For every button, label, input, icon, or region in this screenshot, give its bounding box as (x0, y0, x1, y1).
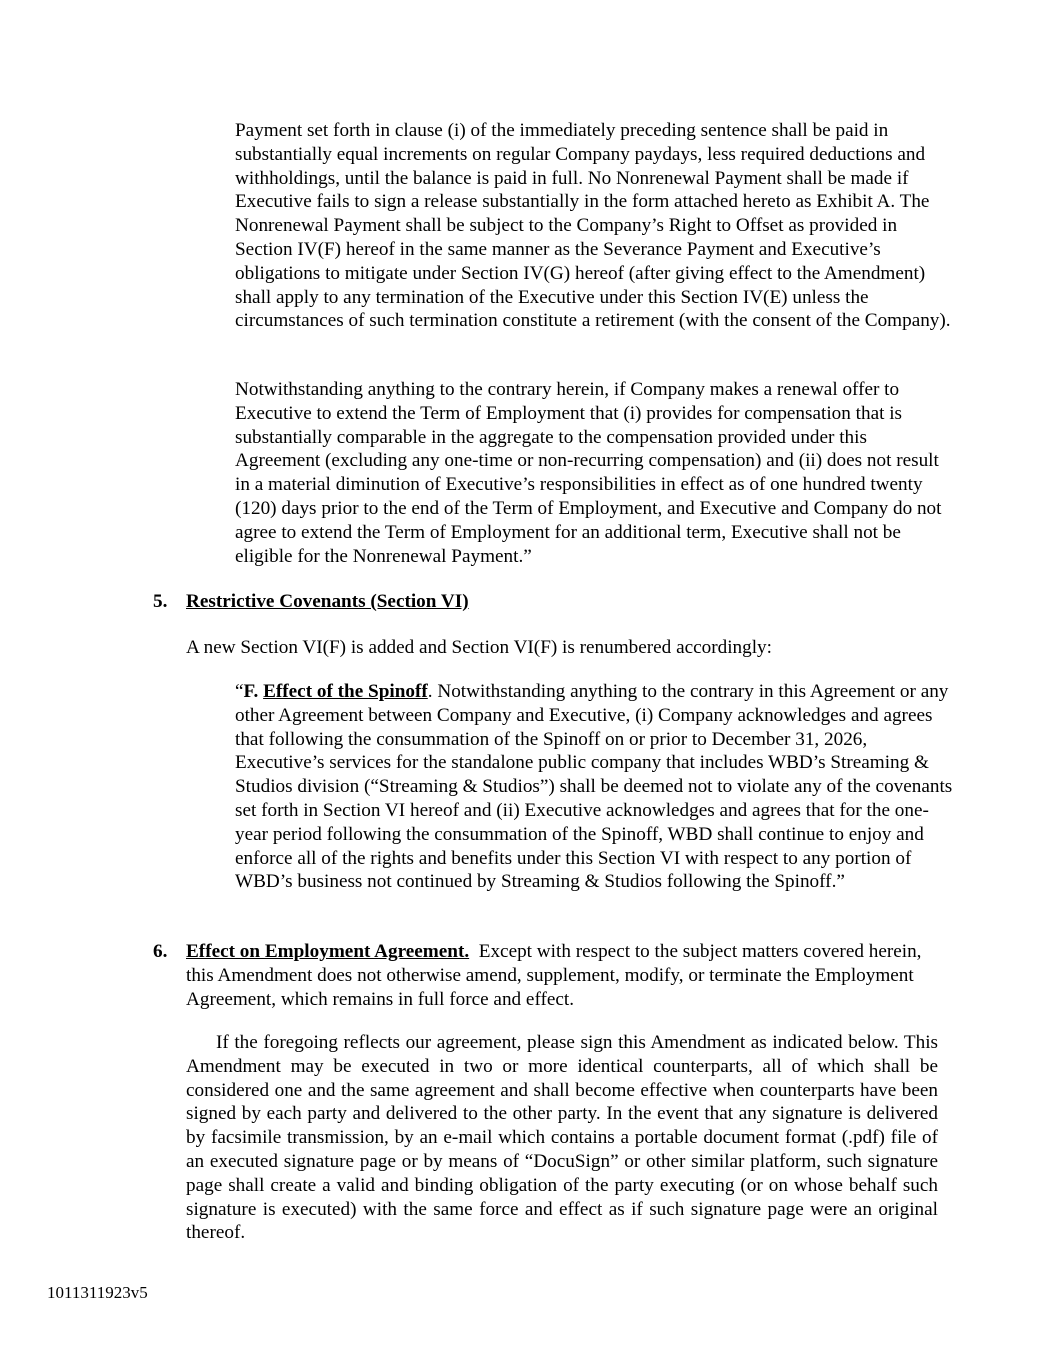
clause-f-text: . Notwithstanding anything to the contrary in this Agreement or any other Agreement between Company and Executive, (i) Company acknowledges and agrees that following the consummation of the Spinoff on or prior to December 31, 2026, Executive’s services for the standalone public company that includes WBD’s Streaming & Studios division (“Streaming & Studios”) shall be deemed not to violate any of the covenants set forth in Section VI hereof and (ii) Executive acknowledges and agrees that for the one-year period following the consummation of the Spinoff, WBD shall continue to enjoy and enforce all of the rights and benefits under this Section VI with respect to any portion of WBD’s business not continued by Streaming & Studios following the Spinoff.” (235, 681, 953, 893)
document-footer-id: 1011311923v5 (47, 1283, 148, 1302)
section-5-heading (153, 590, 953, 614)
paragraph-nonrenewal-payment: Payment set forth in clause (i) of the immediately preceding sentence shall be paid in substantially equal increments on regular Company paydays, less required deductions and withholdings, until the balance is paid in full. No Nonrenewal Payment shall be made if Executive fails to sign a release substantially in the form attached hereto as Exhibit A. The Nonrenewal Payment shall be subject to the Company’s Right to Offset as provided in Section IV(F) hereof in the same manner as the Severance Payment and Executive’s obligations to mitigate under Section IV(G) hereof (after giving effect to the Amendment) shall apply to any termination of the Executive under this Section IV(E) unless the circumstances of such termination constitute a retirement (with the consent of the Company). (235, 120, 951, 332)
section-6-text: Except with respect to the subject matters covered herein, this Amendment does not otherwise amend, supplement, modify, or terminate the Employment Agreement, which remains in full force and effect. (186, 941, 927, 1010)
section-6-number: 6. (153, 941, 168, 962)
quote-open: “ (235, 681, 244, 702)
section-5-number: 5. (153, 591, 168, 612)
section-5-title: Restrictive Covenants (Section VI) (186, 591, 469, 612)
paragraph-renewal-offer: Notwithstanding anything to the contrary herein, if Company makes a renewal offer to Executive to extend the Term of Employment that (i) provides for compensation that is substantially comparable in the aggregate to the compensation provided under this Agreement (excluding any one-time or non-recurring compensation) and (ii) does not result in a material diminution of Executive’s responsibilities in effect as of one hundred twenty (120) days prior to the end of the Term of Employment, and Executive and Company do not agree to extend the Term of Employment for an additional term, Executive shall not be eligible for the Nonrenewal Payment.” (235, 379, 942, 567)
section-5-clause-f (235, 680, 955, 894)
clause-f-label: F. (243, 681, 259, 702)
clause-f-title: Effect of the Spinoff (263, 681, 428, 702)
section-6-paragraph (186, 940, 938, 1011)
closing-paragraph: If the foregoing reflects our agreement, please sign this Amendment as indicated below. This Amendment may be executed in two or more identical counterparts, all of which shall be considered one and the same agreement and shall become effective when counterparts have been signed by each party and delivered to the other party. In the event that any signature is delivered by facsimile transmission, by an e-mail which contains a portable document format (.pdf) file of an executed signature page or by means of “DocuSign” or other similar platform, such signature page shall create a valid and binding obligation of the party executing (or on whose behalf such signature is executed) with the same force and effect as if such signature page were an original thereof. (186, 1032, 938, 1244)
section-6-title: Effect on Employment Agreement. (186, 941, 470, 962)
section-5-intro: A new Section VI(F) is added and Section VI(F) is renumbered accordingly: (186, 637, 772, 658)
